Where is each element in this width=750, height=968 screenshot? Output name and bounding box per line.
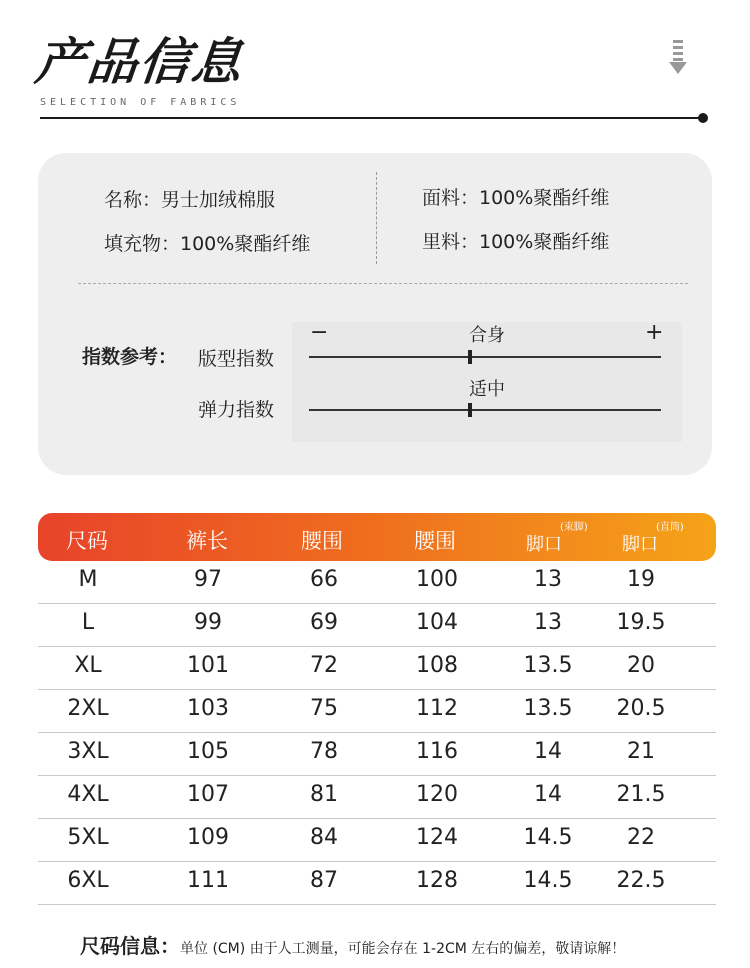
size-note	[80, 930, 625, 959]
header-cuff-tapered-note: (束脚)	[560, 522, 588, 533]
table-cell: 21.5	[616, 782, 666, 807]
table-cell: 84	[310, 825, 338, 850]
table-cell: 66	[310, 567, 338, 592]
table-cell: 20.5	[616, 696, 666, 721]
table-row	[38, 733, 716, 776]
table-cell: 104	[416, 610, 458, 635]
header-cuff-straight: 脚口	[622, 534, 658, 555]
scroll-down-arrow-icon	[668, 40, 688, 76]
table-cell: 6XL	[67, 868, 109, 893]
table-cell: 13.5	[523, 696, 573, 721]
header-pant-length: 裤长	[186, 529, 228, 553]
header-rule	[40, 117, 704, 119]
table-cell: 20	[627, 653, 655, 678]
table-cell: 75	[310, 696, 338, 721]
header-hip: 腰围	[414, 529, 456, 553]
table-cell: 2XL	[67, 696, 109, 721]
header-waist: 腰围	[301, 529, 343, 553]
fit-index-scale-line	[309, 356, 661, 358]
table-cell: 3XL	[67, 739, 109, 764]
table-cell: 101	[187, 653, 229, 678]
table-cell: 72	[310, 653, 338, 678]
header-rule-dot	[698, 113, 708, 123]
table-row	[38, 647, 716, 690]
table-cell: 14	[534, 782, 562, 807]
table-cell: 14.5	[523, 868, 573, 893]
table-cell: 100	[416, 567, 458, 592]
table-cell: 22	[627, 825, 655, 850]
info-horizontal-divider	[78, 283, 688, 284]
table-cell: 81	[310, 782, 338, 807]
product-fabric: 面料：100%聚酯纤维	[422, 187, 610, 209]
header-cuff-tapered: 脚口	[526, 534, 562, 555]
table-cell: XL	[74, 653, 102, 678]
table-cell: 120	[416, 782, 458, 807]
table-cell: 107	[187, 782, 229, 807]
table-cell: 112	[416, 696, 458, 721]
table-row	[38, 776, 716, 819]
table-cell: 124	[416, 825, 458, 850]
table-cell: 109	[187, 825, 229, 850]
table-cell: 105	[187, 739, 229, 764]
table-cell: 19	[627, 567, 655, 592]
page-subtitle: SELECTION OF FABRICS	[40, 97, 241, 108]
table-cell: 19.5	[616, 610, 666, 635]
stretch-index-label: 弹力指数	[198, 399, 275, 421]
table-cell: 5XL	[67, 825, 109, 850]
table-cell: L	[81, 610, 95, 635]
stretch-index-value: 适中	[469, 379, 505, 400]
fit-index-label: 版型指数	[198, 348, 275, 370]
table-cell: 87	[310, 868, 338, 893]
table-row	[38, 561, 716, 604]
table-cell: 99	[194, 610, 222, 635]
index-reference-label: 指数参考：	[82, 346, 178, 368]
table-cell: 13	[534, 610, 562, 635]
product-filling: 填充物：100%聚酯纤维	[104, 233, 311, 255]
header-cuff-straight-note: (直筒)	[656, 522, 684, 533]
scale-minus-sign: −	[310, 320, 329, 345]
fit-index-value: 合身	[469, 325, 505, 346]
table-row	[38, 862, 716, 905]
table-cell: 14	[534, 739, 562, 764]
table-cell: 97	[194, 567, 222, 592]
fit-index-marker	[468, 350, 472, 364]
table-cell: 103	[187, 696, 229, 721]
table-cell: 14.5	[523, 825, 573, 850]
product-lining: 里料：100%聚酯纤维	[422, 231, 610, 253]
table-cell: 128	[416, 868, 458, 893]
table-cell: 13.5	[523, 653, 573, 678]
table-row	[38, 690, 716, 733]
scale-plus-sign: +	[645, 320, 664, 345]
table-cell: 69	[310, 610, 338, 635]
stretch-index-marker	[468, 403, 472, 417]
product-name: 名称：男士加绒棉服	[104, 189, 276, 211]
table-row	[38, 604, 716, 647]
size-note-text: 单位 (CM) 由于人工测量，可能会存在 1-2CM 左右的偏差，敬请谅解！	[180, 941, 626, 957]
size-note-title: 尺码信息：	[80, 934, 180, 958]
table-cell: 108	[416, 653, 458, 678]
table-cell: 4XL	[67, 782, 109, 807]
table-cell: 21	[627, 739, 655, 764]
info-vertical-divider	[376, 172, 377, 264]
table-cell: 78	[310, 739, 338, 764]
page-title: 产品信息	[32, 33, 247, 91]
table-row	[38, 819, 716, 862]
table-cell: 22.5	[616, 868, 666, 893]
table-cell: 13	[534, 567, 562, 592]
header-size: 尺码	[66, 529, 108, 553]
table-cell: M	[78, 567, 98, 592]
stretch-index-scale-line	[309, 409, 661, 411]
size-table-header	[38, 513, 716, 561]
table-cell: 111	[187, 868, 229, 893]
table-cell: 116	[416, 739, 458, 764]
